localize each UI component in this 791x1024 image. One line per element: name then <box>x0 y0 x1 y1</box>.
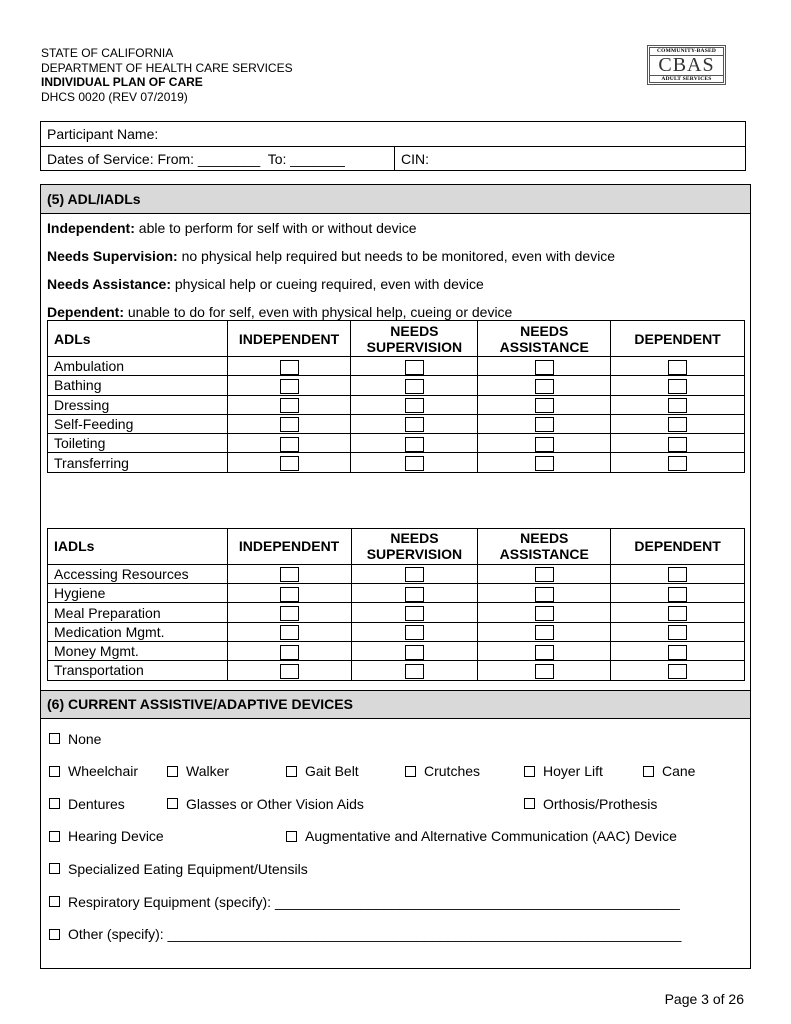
checkbox-needs-assistance[interactable] <box>535 398 554 413</box>
checkbox-needs-assistance[interactable] <box>535 417 554 432</box>
cell-needs-supervision <box>351 453 478 472</box>
header-form-number: DHCS 0020 (REV 07/2019) <box>41 89 188 104</box>
checkbox-needs-assistance[interactable] <box>535 664 554 679</box>
cell-independent <box>227 661 351 680</box>
table-row <box>48 661 745 680</box>
adl-item-label: Bathing <box>48 376 228 395</box>
section-5-title: (5) ADL/IADLs <box>41 185 750 214</box>
device-walker[interactable]: Walker <box>167 763 229 779</box>
cbas-logo <box>647 45 726 85</box>
assistive-devices-list <box>41 719 750 953</box>
cell-needs-supervision <box>351 661 478 680</box>
checkbox-needs-supervision[interactable] <box>405 398 424 413</box>
cell-needs-assistance <box>478 414 611 433</box>
column-independent: INDEPENDENT <box>227 528 351 564</box>
checkbox-dependent[interactable] <box>668 625 687 640</box>
checkbox-independent[interactable] <box>280 360 299 375</box>
checkbox-needs-assistance[interactable] <box>535 456 554 471</box>
table-row <box>48 603 745 622</box>
checkbox-dependent[interactable] <box>668 456 687 471</box>
checkbox-needs-assistance[interactable] <box>535 645 554 660</box>
device-respiratory[interactable]: Respiratory Equipment (specify): ____________________________________________________ <box>49 894 680 910</box>
header-state: STATE OF CALIFORNIA <box>41 46 174 60</box>
checkbox-dependent[interactable] <box>668 437 687 452</box>
cell-independent <box>227 357 351 376</box>
device-eating-equipment[interactable]: Specialized Eating Equipment/Utensils <box>49 861 308 877</box>
iadl-column-header: IADLs <box>48 528 228 564</box>
cell-needs-assistance <box>478 603 611 622</box>
checkbox-icon[interactable] <box>49 733 60 744</box>
cell-needs-supervision <box>351 584 478 603</box>
checkbox-needs-supervision[interactable] <box>405 606 424 621</box>
cell-needs-assistance <box>478 376 611 395</box>
checkbox-icon[interactable] <box>524 766 535 777</box>
iadl-item-label: Accessing Resources <box>48 564 228 583</box>
checkbox-icon[interactable] <box>286 766 297 777</box>
iadl-item-label: Medication Mgmt. <box>48 622 228 641</box>
checkbox-dependent[interactable] <box>668 606 687 621</box>
iadl-table <box>47 528 745 681</box>
checkbox-independent[interactable] <box>280 645 299 660</box>
checkbox-icon[interactable] <box>286 831 297 842</box>
cell-needs-assistance <box>478 357 611 376</box>
checkbox-independent[interactable] <box>280 398 299 413</box>
device-gait-belt[interactable]: Gait Belt <box>286 763 359 779</box>
column-needs-assistance: NEEDS ASSISTANCE <box>478 321 611 357</box>
table-row <box>48 584 745 603</box>
device-glasses[interactable]: Glasses or Other Vision Aids <box>167 796 364 812</box>
table-row <box>48 564 745 583</box>
checkbox-needs-assistance[interactable] <box>535 437 554 452</box>
adl-item-label: Ambulation <box>48 357 228 376</box>
checkbox-icon[interactable] <box>49 929 60 940</box>
cell-dependent <box>611 395 745 414</box>
checkbox-independent[interactable] <box>280 664 299 679</box>
section-6-title: (6) CURRENT ASSISTIVE/ADAPTIVE DEVICES <box>41 690 750 719</box>
page-number: Page 3 of 26 <box>664 991 744 1007</box>
cell-needs-assistance <box>478 661 611 680</box>
cell-needs-supervision <box>351 395 478 414</box>
device-dentures[interactable]: Dentures <box>49 796 125 812</box>
checkbox-needs-supervision[interactable] <box>405 664 424 679</box>
checkbox-needs-supervision[interactable] <box>405 587 424 602</box>
table-row <box>48 622 745 641</box>
column-needs-assistance: NEEDS ASSISTANCE <box>478 528 611 564</box>
table-row <box>48 414 745 433</box>
cell-independent <box>227 564 351 583</box>
cin-field[interactable]: CIN: <box>394 147 745 170</box>
logo-main-text: CBAS <box>658 54 715 76</box>
checkbox-icon[interactable] <box>49 798 60 809</box>
cell-needs-assistance <box>478 584 611 603</box>
cell-needs-supervision <box>351 603 478 622</box>
adl-column-header: ADLs <box>48 321 228 357</box>
checkbox-dependent[interactable] <box>668 567 687 582</box>
table-row <box>48 376 745 395</box>
device-none[interactable]: None <box>49 731 101 747</box>
cell-needs-supervision <box>351 622 478 641</box>
checkbox-dependent[interactable] <box>668 360 687 375</box>
checkbox-needs-supervision[interactable] <box>405 645 424 660</box>
logo-top-text: COMMUNITY-BASED <box>650 48 723 56</box>
checkbox-needs-supervision[interactable] <box>405 625 424 640</box>
checkbox-dependent[interactable] <box>668 664 687 679</box>
checkbox-needs-assistance[interactable] <box>535 587 554 602</box>
checkbox-needs-supervision[interactable] <box>405 379 424 394</box>
device-aac[interactable]: Augmentative and Alternative Communication (AAC) Device <box>286 828 677 844</box>
device-crutches[interactable]: Crutches <box>405 763 480 779</box>
cell-dependent <box>611 564 745 583</box>
column-needs-supervision: NEEDS SUPERVISION <box>351 321 478 357</box>
checkbox-icon[interactable] <box>49 831 60 842</box>
cell-dependent <box>611 357 745 376</box>
device-other[interactable]: Other (specify): __________________________________________________________________ <box>49 926 681 942</box>
column-dependent: DEPENDENT <box>611 321 745 357</box>
table-row <box>48 357 745 376</box>
device-wheelchair[interactable]: Wheelchair <box>49 763 138 779</box>
checkbox-dependent[interactable] <box>668 587 687 602</box>
cell-needs-assistance <box>478 434 611 453</box>
definition-independent: Independent: able to perform for self with or without device <box>47 220 417 236</box>
device-orthosis[interactable]: Orthosis/Prothesis <box>524 796 657 812</box>
table-row <box>48 641 745 660</box>
participant-name-row[interactable] <box>41 122 745 146</box>
cell-dependent <box>611 603 745 622</box>
cell-needs-supervision <box>351 434 478 453</box>
cell-dependent <box>611 414 745 433</box>
checkbox-independent[interactable] <box>280 417 299 432</box>
checkbox-icon[interactable] <box>167 798 178 809</box>
device-hoyer-lift[interactable]: Hoyer Lift <box>524 763 603 779</box>
form-header <box>41 46 293 104</box>
cell-needs-supervision <box>351 357 478 376</box>
definition-needs-supervision: Needs Supervision: no physical help required but needs to be monitored, even with device <box>47 248 616 264</box>
cell-independent <box>227 641 351 660</box>
adl-definitions <box>41 214 750 320</box>
checkbox-independent[interactable] <box>280 437 299 452</box>
logo-bottom-text: ADULT SERVICES <box>650 75 723 83</box>
checkbox-needs-assistance[interactable] <box>535 606 554 621</box>
cell-needs-supervision <box>351 641 478 660</box>
cell-needs-assistance <box>478 453 611 472</box>
participant-info-table <box>40 121 746 171</box>
cell-needs-supervision <box>351 564 478 583</box>
table-row <box>48 395 745 414</box>
cell-independent <box>227 584 351 603</box>
checkbox-independent[interactable] <box>280 379 299 394</box>
cell-dependent <box>611 584 745 603</box>
device-cane[interactable]: Cane <box>643 763 695 779</box>
checkbox-needs-supervision[interactable] <box>405 437 424 452</box>
cell-independent <box>227 376 351 395</box>
column-independent: INDEPENDENT <box>227 321 351 357</box>
device-hearing[interactable]: Hearing Device <box>49 828 164 844</box>
checkbox-dependent[interactable] <box>668 398 687 413</box>
cell-dependent <box>611 376 745 395</box>
cell-needs-assistance <box>478 622 611 641</box>
header-department: DEPARTMENT OF HEALTH CARE SERVICES <box>41 60 293 75</box>
iadl-item-label: Meal Preparation <box>48 603 228 622</box>
column-dependent: DEPENDENT <box>611 528 745 564</box>
checkbox-independent[interactable] <box>280 625 299 640</box>
participant-name-label: Participant Name: <box>47 126 159 142</box>
iadl-item-label: Money Mgmt. <box>48 641 228 660</box>
checkbox-independent[interactable] <box>280 456 299 471</box>
dates-of-service-row <box>41 146 745 170</box>
cell-needs-assistance <box>478 395 611 414</box>
checkbox-needs-assistance[interactable] <box>535 625 554 640</box>
checkbox-needs-supervision[interactable] <box>405 360 424 375</box>
checkbox-dependent[interactable] <box>668 417 687 432</box>
cell-independent <box>227 414 351 433</box>
checkbox-needs-supervision[interactable] <box>405 417 424 432</box>
cell-dependent <box>611 622 745 641</box>
header-form-title: INDIVIDUAL PLAN OF CARE <box>41 75 203 89</box>
cell-independent <box>227 622 351 641</box>
checkbox-needs-assistance[interactable] <box>535 360 554 375</box>
definition-needs-assistance: Needs Assistance: physical help or cueing required, even with device <box>47 276 484 292</box>
checkbox-icon[interactable] <box>49 766 60 777</box>
checkbox-icon[interactable] <box>405 766 416 777</box>
iadl-item-label: Transportation <box>48 661 228 680</box>
cell-independent <box>227 603 351 622</box>
checkbox-icon[interactable] <box>167 766 178 777</box>
checkbox-dependent[interactable] <box>668 379 687 394</box>
adl-item-label: Self-Feeding <box>48 414 228 433</box>
dates-of-service-field[interactable]: Dates of Service: From: ________ To: _______ <box>47 150 345 167</box>
table-row <box>48 453 745 472</box>
cell-needs-assistance <box>478 641 611 660</box>
cell-dependent <box>611 434 745 453</box>
checkbox-icon[interactable] <box>643 766 654 777</box>
adl-table <box>47 320 745 473</box>
checkbox-independent[interactable] <box>280 587 299 602</box>
cell-dependent <box>611 641 745 660</box>
cell-needs-supervision <box>351 376 478 395</box>
checkbox-independent[interactable] <box>280 606 299 621</box>
table-row <box>48 434 745 453</box>
adl-iadl-section <box>40 184 751 969</box>
cell-needs-supervision <box>351 414 478 433</box>
cell-independent <box>227 434 351 453</box>
cell-dependent <box>611 661 745 680</box>
checkbox-icon[interactable] <box>49 896 60 907</box>
table-spacer <box>41 473 750 528</box>
checkbox-needs-assistance[interactable] <box>535 567 554 582</box>
cell-dependent <box>611 453 745 472</box>
iadl-item-label: Hygiene <box>48 584 228 603</box>
checkbox-icon[interactable] <box>49 863 60 874</box>
checkbox-needs-supervision[interactable] <box>405 567 424 582</box>
adl-item-label: Transferring <box>48 453 228 472</box>
checkbox-needs-assistance[interactable] <box>535 379 554 394</box>
checkbox-independent[interactable] <box>280 567 299 582</box>
column-needs-supervision: NEEDS SUPERVISION <box>351 528 478 564</box>
definition-dependent: Dependent: unable to do for self, even with physical help, cueing or device <box>47 304 513 320</box>
cell-needs-assistance <box>478 564 611 583</box>
checkbox-needs-supervision[interactable] <box>405 456 424 471</box>
cell-independent <box>227 453 351 472</box>
cell-independent <box>227 395 351 414</box>
adl-item-label: Dressing <box>48 395 228 414</box>
checkbox-dependent[interactable] <box>668 645 687 660</box>
adl-item-label: Toileting <box>48 434 228 453</box>
checkbox-icon[interactable] <box>524 798 535 809</box>
